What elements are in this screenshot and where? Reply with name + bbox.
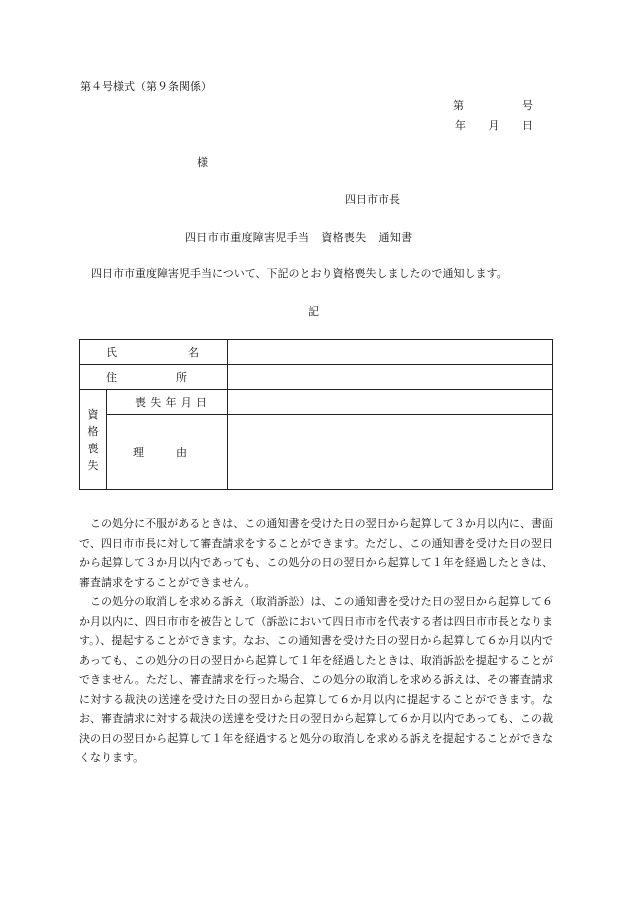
reason-row — [80, 415, 553, 490]
address-value-cell[interactable] — [228, 365, 553, 390]
loss-group-char: 失 — [87, 458, 99, 472]
date-month: 月 — [488, 119, 500, 132]
doc-number-suffix: 号 — [522, 99, 533, 112]
date-line — [455, 120, 533, 131]
loss-group-char: 喪 — [87, 441, 99, 455]
reason-label-cell — [107, 415, 228, 490]
ki-label: 記 — [308, 305, 319, 318]
loss-date-char: 月 — [180, 395, 192, 409]
appeal-note-review: この処分に不服があるときは、この通知書を受けた日の翌日から起算して３か月以内に、書面で、四日市市長に対して審査請求をすることができます。ただし、この通知書を受けた日の翌日から起算して３か月以内であっても、この処分の日の翌日から起算して１年を経過したときは、審査請求をすることができません。 — [79, 517, 553, 589]
name-label-a: 氏 — [106, 345, 117, 359]
loss-group-char: 資 — [87, 407, 99, 421]
appeal-notes — [79, 514, 553, 768]
address-label-cell — [80, 365, 228, 390]
loss-date-char: 年 — [165, 395, 177, 409]
document-title — [185, 232, 412, 243]
date-year: 年 — [455, 119, 466, 132]
reason-label-b: 由 — [176, 445, 187, 459]
intro-text: 四日市市重度障害児手当について、下記のとおり資格喪失しましたので通知します。 — [91, 267, 508, 280]
addressee-suffix: 様 — [197, 156, 208, 169]
loss-date-char: 喪 — [135, 395, 146, 409]
loss-date-char: 日 — [196, 395, 207, 409]
title-part-2: 資格喪失 — [321, 231, 367, 244]
document-number-line — [453, 100, 533, 111]
address-label-b: 所 — [176, 370, 187, 384]
title-part-3: 通知書 — [378, 231, 413, 244]
form-number: 第４号様式（第９条関係） — [80, 80, 212, 93]
loss-date-char: 失 — [150, 395, 162, 409]
loss-date-label-cell — [107, 390, 228, 415]
issuer-name: 四日市市長 — [345, 193, 400, 206]
address-label-a: 住 — [106, 370, 117, 384]
loss-date-value-cell[interactable] — [228, 390, 553, 415]
name-value-cell[interactable] — [228, 340, 553, 365]
appeal-note-lawsuit: この処分の取消しを求める訴え（取消訴訟）は、この通知書を受けた日の翌日から起算して６か月以内に、四日市市を被告として（訴訟において四日市市を代表する者は四日市市長となります。）、提起することができます。なお、この通知書を受けた日の翌日から起算して６か月以内であっても、この処分の日の翌日から起算して１年を経過したときは、取消訴訟を提起することができません。ただし、審査請求を行った場合、この処分の取消しを求める訴えは、その審査請求に対する裁決の送達を受けた日の翌日から起算して６か月以内に提起することができます。なお、審査請求に対する裁決の送達を受けた日の翌日から起算して６か月以内であっても、この裁決の日の翌日から起算して１年を経過すると処分の取消しを求める訴えを提起することができなくなります。 — [79, 595, 553, 764]
reason-label-a: 理 — [133, 445, 144, 459]
loss-group-cell — [80, 390, 107, 490]
doc-number-prefix: 第 — [453, 99, 464, 112]
name-label-b: 名 — [188, 345, 199, 359]
title-part-1: 四日市市重度障害児手当 — [185, 231, 310, 244]
name-label-cell — [80, 340, 228, 365]
name-row — [80, 340, 553, 365]
detail-table — [79, 339, 553, 490]
date-day: 日 — [522, 119, 533, 132]
address-row — [80, 365, 553, 390]
loss-date-row — [80, 390, 553, 415]
loss-group-char: 格 — [87, 424, 99, 438]
reason-value-cell[interactable] — [228, 415, 553, 490]
